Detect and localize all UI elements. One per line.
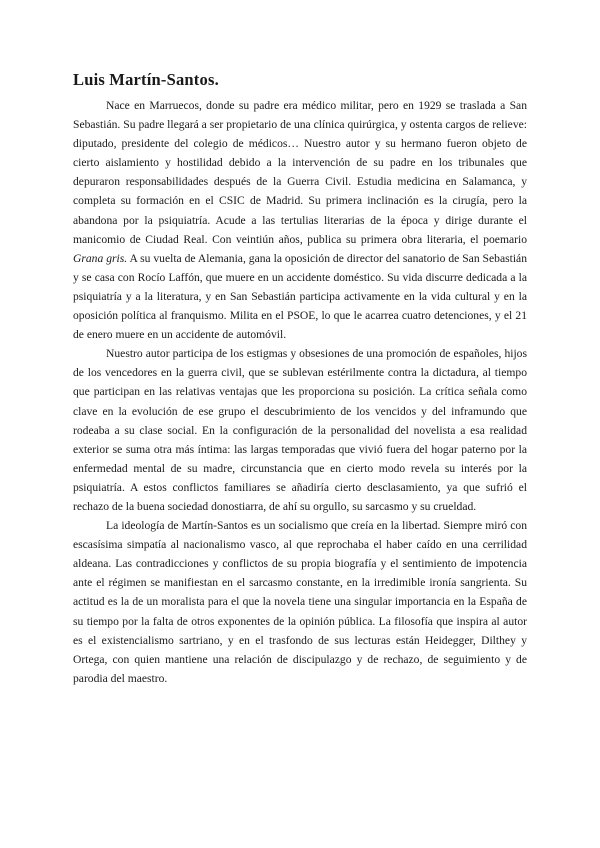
document-page <box>73 70 527 688</box>
paragraph-biography <box>73 96 527 344</box>
paragraph-biography-text-end: A su vuelta de Alemania, gana la oposición de director del sanatorio de San Sebastián y se casa con Rocío Laffón, que muere en un accidente doméstico. Su vida discurre dedicada a la psiquiatría y a la literatura, y en San Sebastián participa activamente en la vida cultural y en la oposición política al franquismo. Milita en el PSOE, lo que le acarrea cuatro detenciones, y el 21 de enero muere en un accidente de automóvil. <box>73 251 527 342</box>
paragraph-generation: Nuestro autor participa de los estigmas y obsesiones de una promoción de españoles, hijos de los vencedores en la guerra civil, que se sublevan estérilmente contra la dictadura, al tiempo que participan en las relativas ventajas que les proporciona su posición. La crítica señala como clave en la evolución de ese grupo el descubrimiento de los vencidos y del inframundo que rodeaba a su clase social. En la configuración de la personalidad del novelista a esa realidad exterior se suma otra más íntima: las largas temporadas que vivió fuera del hogar paterno por la enfermedad mental de su madre, circunstancia que en cierto modo revela su interés por la psiquiatría. A estos conflictos familiares se añadiría cierto desclasamiento, ya que sufrió el rechazo de la buena sociedad donostiarra, de ahí su orgullo, su sarcasmo y su crueldad. <box>73 347 527 513</box>
paragraph-biography-text-start: Nace en Marruecos, donde su padre era médico militar, pero en 1929 se traslada a San Sebastián. Su padre llegará a ser propietario de una clínica quirúrgica, y ostenta cargos de relieve: diputado, presidente del colegio de médicos… Nuestro autor y su hermano fueron objeto de cierto aislamiento y hostilidad debido a la intervención de su padre en los tribunales que depuraron responsabilidades después de la Guerra Civil. Estudia medicina en Salamanca, y completa su formación en el CSIC de Madrid. Su primera inclinación es la cirugía, pero la abandona por la psiquiatría. Acude a las tertulias literarias de la época y dirige durante el manicomio de Ciudad Real. Con veintiún años, publica su primera obra literaria, el poemario <box>73 99 527 246</box>
document-title: Luis Martín-Santos. <box>73 70 219 89</box>
paragraph-ideology: La ideología de Martín-Santos es un socialismo que creía en la libertad. Siempre miró con escasísima simpatía al nacionalismo vasco, al que reprochaba el haber caído en una cerrilidad aldeana. Las contradicciones y conflictos de su propia biografía y el sentimiento de impotencia ante el régimen se manifiestan en el sarcasmo constante, en la irredimible ironía sangrienta. Su actitud es la de un moralista para el que la novela tiene una singular importancia en la España de su tiempo por la falta de otros exponentes de la opinión pública. La filosofía que inspira al autor es el existencialismo sartriano, y en el trasfondo de sus lecturas están Heidegger, Dilthey y Ortega, con quien mantiene una relación de discipulazgo y de rechazo, de seguimiento y de parodia del maestro. <box>73 519 527 685</box>
book-title-grana-gris: Grana gris. <box>73 251 128 265</box>
